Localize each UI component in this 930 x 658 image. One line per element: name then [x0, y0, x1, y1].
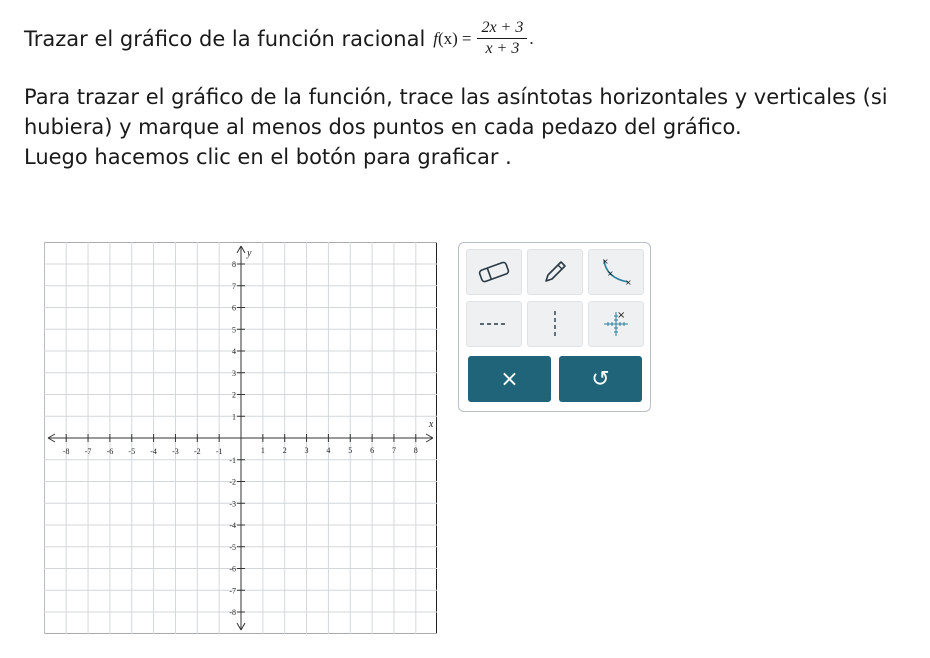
y-tick-label: -2	[229, 477, 236, 487]
question-prefix: Trazar el gráfico de la función racional	[24, 26, 426, 51]
svg-text:×: ×	[617, 310, 626, 321]
x-tick-label: 5	[348, 446, 353, 455]
clear-button[interactable]	[468, 356, 551, 402]
x-tick-label: -1	[215, 447, 223, 456]
eraser-tool-button[interactable]	[466, 249, 522, 295]
x-tick-label: -6	[106, 447, 114, 456]
undo-button[interactable]	[559, 356, 642, 402]
y-tick-label: 7	[232, 281, 236, 291]
x-tick-label: 8	[413, 446, 418, 455]
horizontal-asymptote-tool-button[interactable]	[466, 301, 522, 347]
coordinate-grid[interactable]	[44, 242, 437, 634]
function-arg: (x)	[438, 28, 458, 48]
undo-icon: ↺	[591, 366, 610, 392]
x-tick-label: 1	[260, 446, 265, 455]
y-tick-label: 6	[232, 303, 236, 313]
fraction-numerator: 2x + 3	[477, 18, 527, 39]
x-tick-label: 7	[391, 446, 396, 455]
y-tick-label: -8	[229, 608, 236, 617]
x-tick-label: 4	[326, 446, 331, 455]
close-icon: ×	[500, 366, 519, 392]
x-tick-label: -3	[172, 447, 179, 456]
x-tick-label: -7	[84, 447, 92, 456]
curve-tool-button[interactable]	[588, 249, 644, 295]
vertical-asymptote-tool-button[interactable]	[527, 301, 583, 347]
equals-sign: =	[461, 28, 472, 48]
instruction-paragraph-1: Para trazar el gráfico de la función, trace las asíntotas horizontales y verticales (si hubiera) y marque al menos dos puntos en cada pedazo del gráfico.	[24, 85, 888, 139]
y-tick-label: -7	[229, 586, 236, 596]
function-formula	[433, 18, 533, 59]
eraser-icon	[477, 261, 511, 283]
x-tick-label: -2	[193, 447, 201, 456]
y-tick-label: 1	[232, 412, 236, 422]
y-tick-label: 5	[232, 325, 236, 335]
x-tick-label: -5	[128, 447, 136, 456]
y-tick-label: -3	[229, 499, 236, 509]
x-tick-label: 2	[282, 446, 287, 455]
x-tick-label: -4	[150, 447, 157, 456]
y-tick-label: -1	[229, 455, 236, 465]
svg-text:×: ×	[625, 278, 632, 287]
graph-toolbar	[458, 242, 651, 412]
y-axis-label: y	[247, 248, 252, 259]
formula-terminator: .	[529, 28, 534, 48]
graph-area[interactable]	[44, 242, 437, 634]
svg-text:×: ×	[607, 269, 614, 278]
instruction-paragraph-2: Luego hacemos clic en el botón para graficar .	[24, 145, 512, 169]
x-tick-label: -8	[62, 447, 70, 456]
function-name: f	[433, 28, 439, 48]
x-tick-label: 3	[304, 446, 309, 455]
y-tick-label: 4	[232, 347, 236, 356]
fraction	[477, 18, 527, 59]
y-tick-label: -5	[229, 542, 236, 552]
question-line	[24, 18, 534, 59]
point-grid-icon	[600, 308, 632, 340]
instructions	[24, 82, 924, 172]
y-tick-label: -4	[229, 521, 236, 530]
curve-icon	[598, 256, 634, 288]
y-tick-label: 3	[232, 368, 236, 378]
fraction-denominator: x + 3	[485, 40, 520, 57]
pencil-tool-button[interactable]	[527, 249, 583, 295]
vertical-asymptote-icon	[550, 309, 560, 339]
point-tool-button[interactable]	[588, 301, 644, 347]
horizontal-asymptote-icon	[477, 319, 511, 329]
y-tick-label: 8	[232, 260, 236, 269]
pencil-icon	[540, 257, 570, 287]
x-tick-label: 6	[370, 446, 375, 455]
y-tick-label: -6	[229, 564, 236, 574]
svg-text:×: ×	[602, 257, 609, 266]
x-axis-label: x	[428, 419, 434, 430]
y-tick-label: 2	[232, 390, 236, 400]
